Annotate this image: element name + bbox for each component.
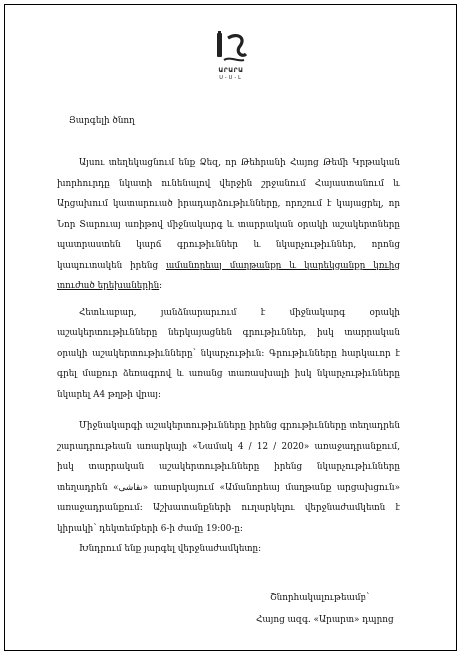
signature-school: Հայոց ազգ. «Արարտ» դպրոց [256,615,394,625]
paragraph-announcement-end: : [159,281,163,291]
underlined-phrase: ամանորեայ մաղթանքը և կարեկցանքը կռւից տուժած երեխաներին [57,260,400,291]
paragraph-submission: Միջնակարգի աշակերտութիւնները իրենց գրութիւնները տեղադրեն շարադրութեան առարկայի «Նամակ 4 / 12 / 2020» առաջադրանքում, իսկ տարրական աշակերտութիւնները իրենց նկարչութիւնները տեղադրեն «نقاشی» առարկայում «Ամանորեայ մաղթանք արցախցուն» առաջադրանքում: Աշխատանքների ուղարկելու վերջնաժամկետն է կիրակի՝ դեկտեմբերի 6-ի ժամը 19:00-ը: [57,421,400,534]
greeting: Յարգելի ծնող [69,116,135,126]
signature-thanks: Շնորհակալութեամբ՝ [270,593,370,603]
paragraph-announcement [57,153,400,297]
paragraph-request: Խնդրում ենք յարգել վերջնաժամկետը: [79,544,262,554]
school-logo [208,30,254,92]
logo-subtitle: Ս-Ս-Լ [219,75,243,81]
letter-body [57,106,400,559]
paragraph-announcement-text: Այսու տեղեկացնում ենք Ձեզ, որ Թեհրանի Հայոց Թեմի Կրթական խորհուրդը նկատի ունենալով վերջին շրջանում Հայաստանում և Արցախում կատարուած իրադարձութիւնները, որոշում է կայացրել, որ Նոր Տարուայ առիթով միջնակարգ և տարրական օրակի աշակերտները պատրաստեն կարճ գրութիւններ և նկարչութիւններ, որոնց կապուտակեն իրենց [57,158,400,271]
paragraph-instructions: Հետևաբար, յանձնարարւում է միջնակարգ օրակի աշակերտութիւնները ներկայացնեն գրութիւններ, իսկ տարրական օրակի աշակերտութիւնները՝ նկարչութիւն: Գրութիւնները հարկաւոր է գրել մաքուր ձեռագրով և առանց տառասխալի իսկ նկարչութիւնները նկարել A4 թղթի վրայ: [57,307,400,400]
school-emblem-icon [208,30,254,66]
logo-name: ԱՐԱՐԱ [218,67,244,74]
